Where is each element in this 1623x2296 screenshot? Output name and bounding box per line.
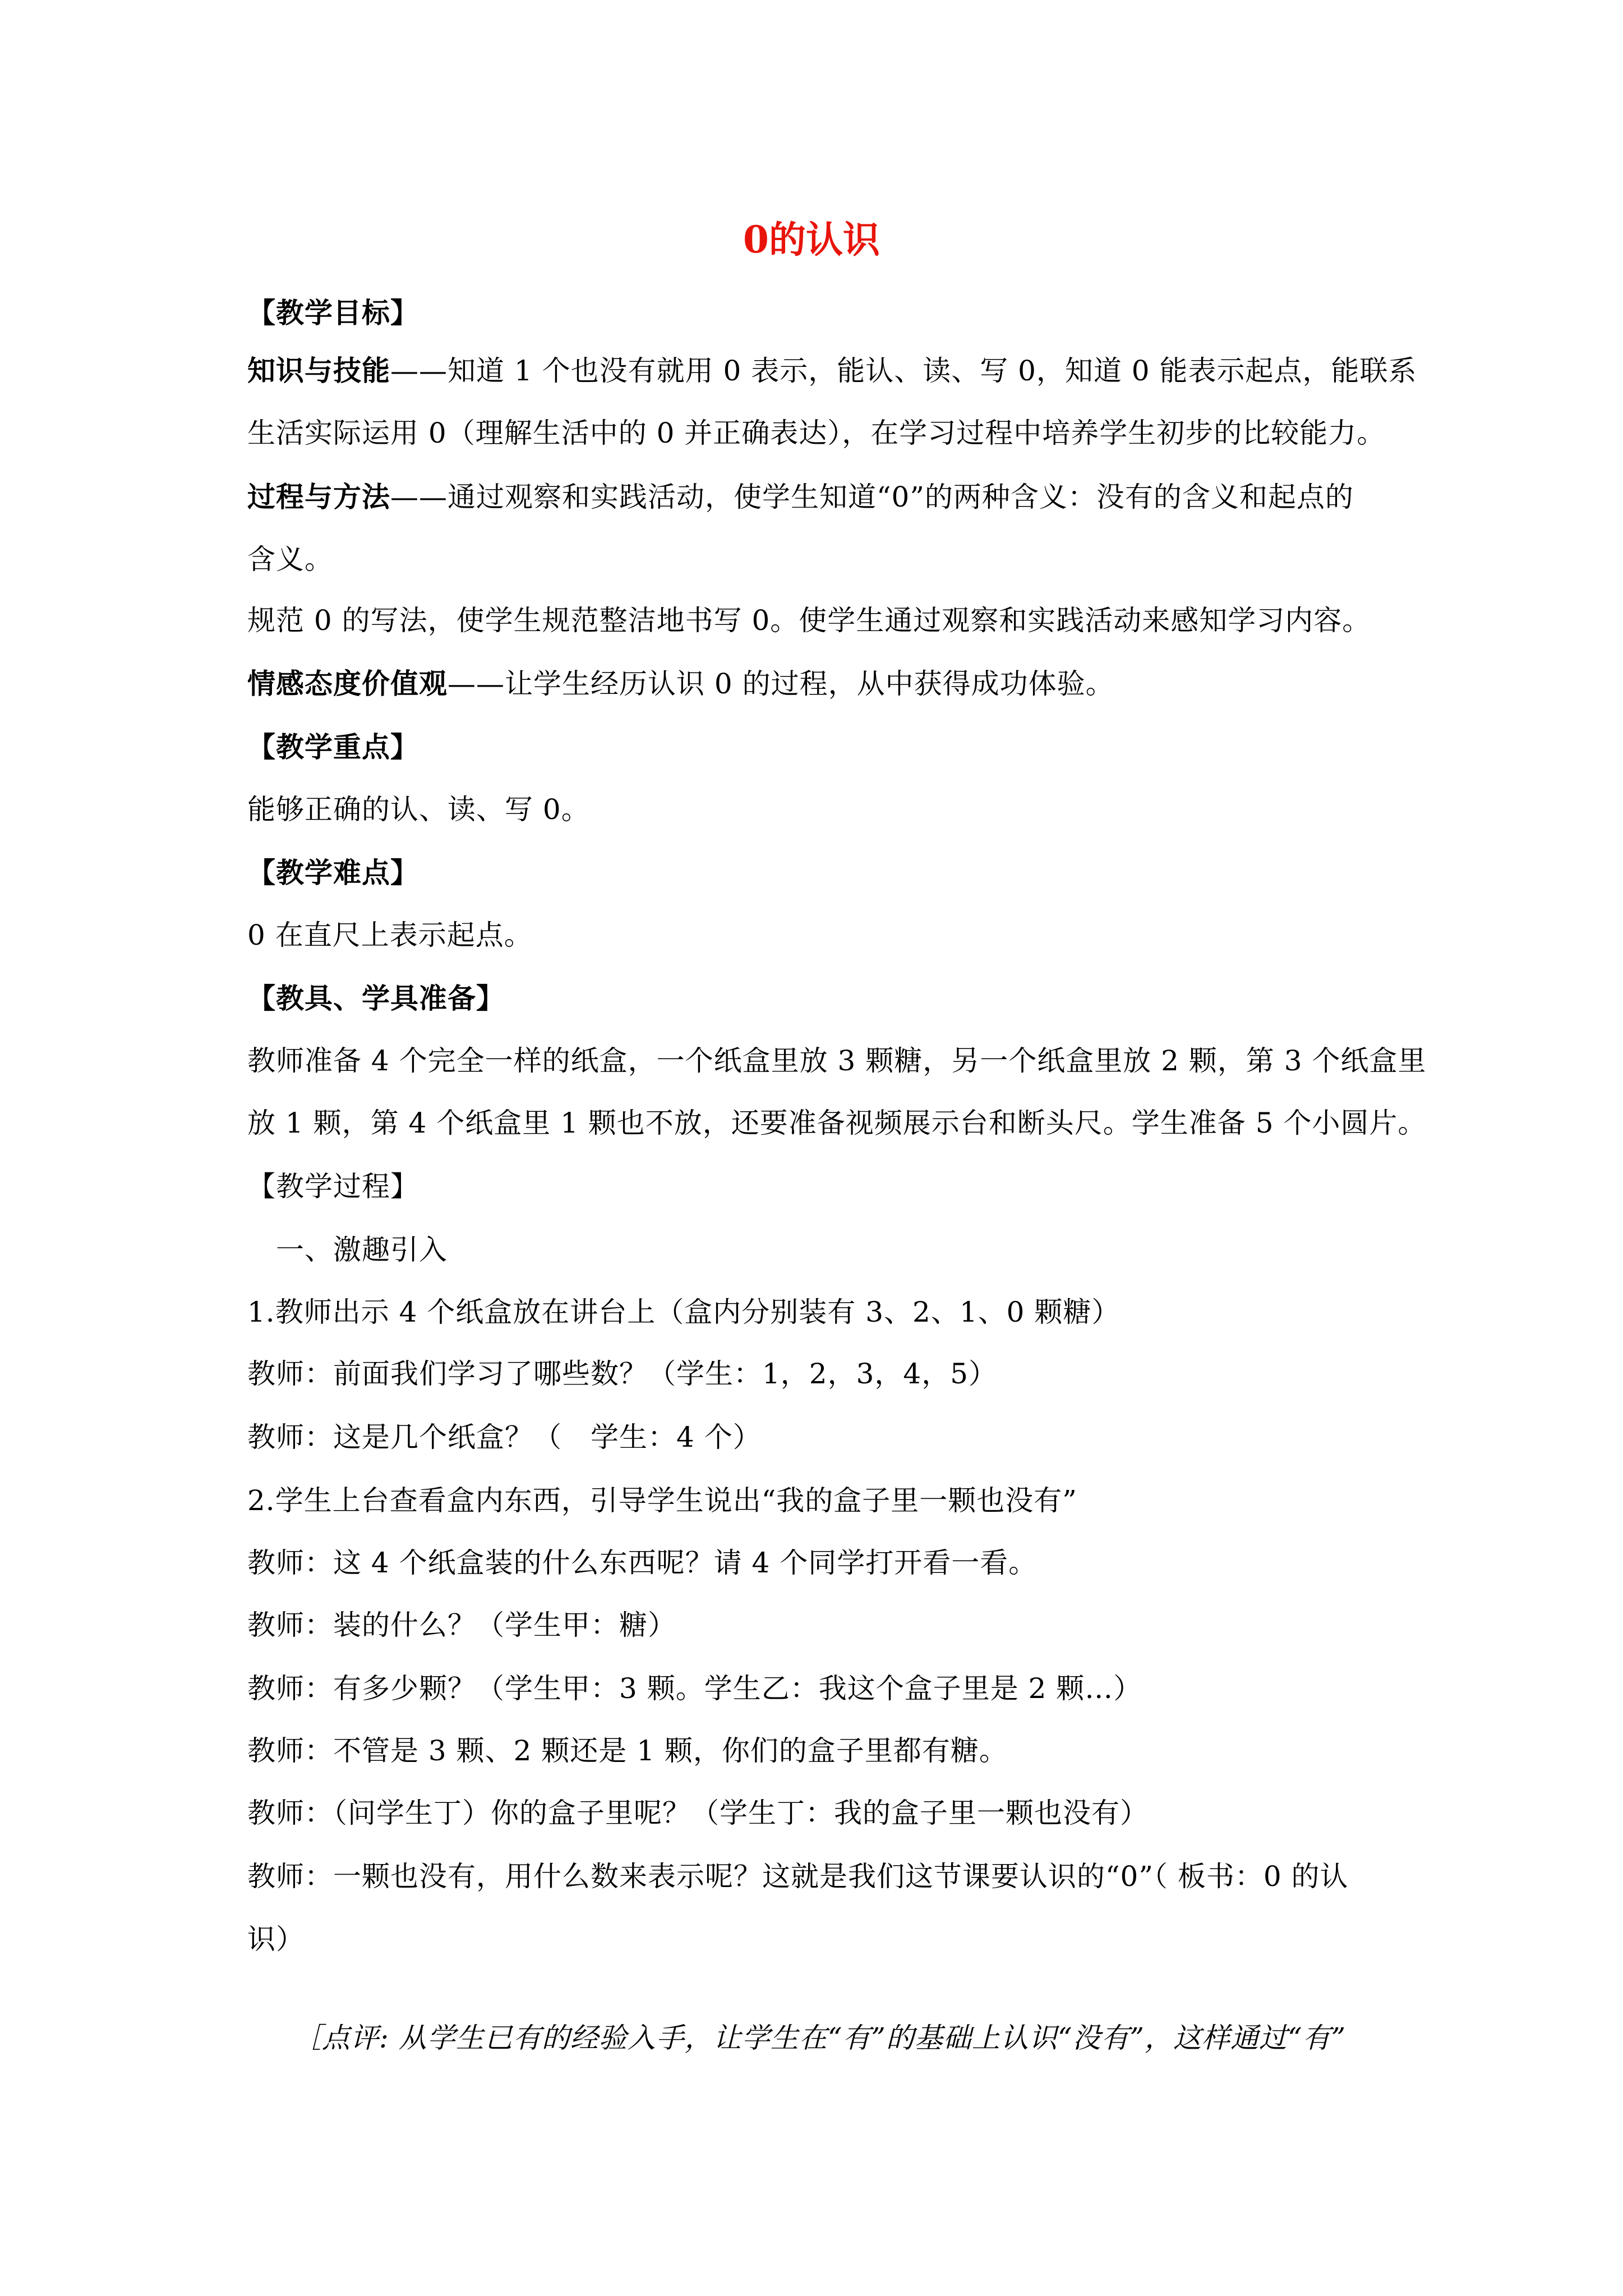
text-line	[247, 413, 1391, 453]
text-line	[247, 1543, 1391, 1582]
text-line	[247, 1103, 1427, 1143]
document-title: 0的认识	[743, 218, 880, 261]
text-line	[247, 1292, 1391, 1332]
text-line	[247, 664, 1391, 703]
text-line	[247, 1605, 1391, 1645]
text-line	[247, 1230, 1391, 1269]
text-line	[247, 540, 1391, 579]
bold-heading: 情感态度价值观	[247, 667, 448, 700]
bold-heading: 过程与方法	[247, 480, 390, 513]
text-line	[247, 477, 1391, 517]
text-line	[247, 915, 1391, 955]
text-line	[247, 1857, 1391, 1896]
text-line	[247, 790, 1391, 829]
bold-heading: 【教学难点】	[247, 856, 419, 889]
line-text: ——知道 1 个也没有就用 0 表示，能认、读、写 0，知道 0 能表示起点，能联系	[390, 355, 1417, 387]
text-line	[247, 1731, 1391, 1770]
line-text: 放 1 颗，第 4 个纸盒里 1 颗也不放，还要准备视频展示台和断头尺。学生准备 5 个小圆片。	[247, 1107, 1427, 1139]
line-text: 2.学生上台查看盒内东西，引导学生说出“我的盒子里一颗也没有”	[247, 1484, 1077, 1517]
line-text: 教师：有多少颗？（学生甲：3 颗。学生乙：我这个盒子里是 2 颗…）	[247, 1672, 1142, 1705]
line-text: 1.教师出示 4 个纸盒放在讲台上（盒内分别装有 3、2、1、0 颗糖）	[247, 1296, 1121, 1328]
line-text: 识）	[247, 1923, 305, 1955]
text-line	[247, 1041, 1427, 1080]
text-line	[247, 1669, 1391, 1708]
line-text: 一、激趣引入	[247, 1234, 448, 1266]
text-line	[247, 853, 1391, 892]
line-text: 含义。	[247, 543, 333, 576]
text-line	[247, 979, 1391, 1018]
bold-heading: 知识与技能	[247, 354, 390, 387]
line-text: 生活实际运用 0（理解生活中的 0 并正确表达），在学习过程中培养学生初步的比较能力。	[247, 417, 1386, 449]
line-text: 能够正确的认、读、写 0。	[247, 793, 590, 826]
line-text: ——让学生经历认识 0 的过程，从中获得成功体验。	[448, 668, 1114, 700]
text-line	[247, 1167, 1391, 1206]
line-text: 教师：一颗也没有，用什么数来表示呢？这就是我们这节课要认识的“0”（ 板书：0 的认	[247, 1860, 1349, 1893]
text-line	[247, 1354, 1391, 1393]
text-line	[247, 1481, 1391, 1520]
text-line	[247, 1793, 1391, 1833]
line-text: 教师：这 4 个纸盒装的什么东西呢？请 4 个同学打开看一看。	[247, 1547, 1038, 1579]
comment-line: ［点评: 从学生已有的经验入手，让学生在“有”的基础上认识“没有”，这样通过“有”	[293, 2022, 1347, 2054]
line-text: 教师：不管是 3 颗、2 颗还是 1 颗，你们的盒子里都有糖。	[247, 1734, 1008, 1767]
line-text: 【教学过程】	[247, 1170, 419, 1203]
line-text: ——通过观察和实践活动，使学生知道“0”的两种含义：没有的含义和起点的	[390, 481, 1354, 513]
line-text: 规范 0 的写法，使学生规范整洁地书写 0。使学生通过观察和实践活动来感知学习内容。	[247, 604, 1371, 637]
text-line	[247, 1418, 1391, 1457]
line-text: 教师：装的什么？（学生甲：糖）	[247, 1609, 676, 1641]
bold-heading: 【教学目标】	[247, 296, 419, 329]
line-text: 教师：（问学生丁）你的盒子里呢？（学生丁：我的盒子里一颗也没有）	[247, 1797, 1149, 1829]
text-line	[247, 1920, 1391, 1959]
line-text: 教师：前面我们学习了哪些数？（学生：1，2，3，4，5）	[247, 1358, 998, 1390]
bold-heading: 【教学重点】	[247, 730, 419, 763]
line-text: 0 在直尺上表示起点。	[247, 919, 533, 951]
text-line	[247, 728, 1391, 767]
text-line	[247, 293, 1391, 333]
bold-heading: 【教具、学具准备】	[247, 982, 505, 1015]
text-line	[247, 351, 1417, 390]
line-text: 教师准备 4 个完全一样的纸盒，一个纸盒里放 3 颗糖，另一个纸盒里放 2 颗，第 3 个纸盒里	[247, 1045, 1427, 1077]
line-text: 教师：这是几个纸盒？（ 学生：4 个）	[247, 1421, 762, 1453]
text-line	[247, 601, 1391, 640]
